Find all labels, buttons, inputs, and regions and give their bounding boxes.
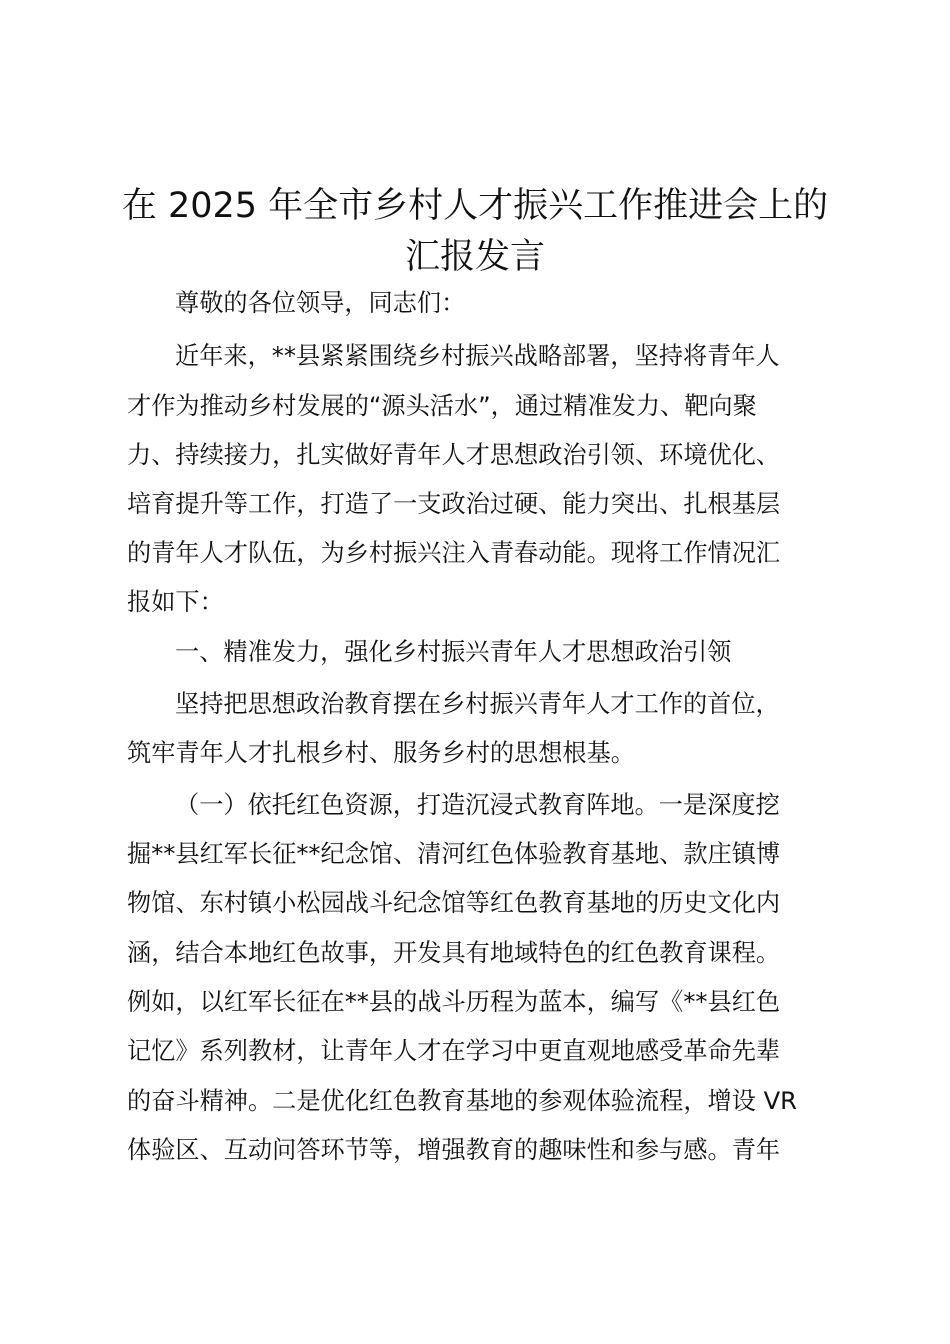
paragraph-line: （一）依托红色资源，打造沉浸式教育阵地。一是深度挖 [175,791,780,819]
paragraph-line: 报如下： [127,588,224,616]
paragraph-line: 的青年人才队伍，为乡村振兴注入青春动能。现将工作情况汇 [127,539,781,567]
paragraph-line: 筑牢青年人才扎根乡村、服务乡村的思想根基。 [127,739,635,767]
paragraph-line: 力、持续接力，扎实做好青年人才思想政治引领、环境优化、 [127,441,781,469]
document-title-line-1: 在 2025 年全市乡村人才振兴工作推进会上的 [121,186,829,226]
paragraph-line: 记忆》系列教材，让青年人才在学习中更直观地感受革命先辈 [127,1037,781,1065]
paragraph-line: 才作为推动乡村发展的“源头活水”，通过精准发力、靶向聚 [127,392,757,420]
section-heading: 一、精准发力，强化乡村振兴青年人才思想政治引领 [175,638,732,666]
paragraph-line: 坚持把思想政治教育摆在乡村振兴青年人才工作的首位， [175,690,780,718]
paragraph-line: 体验区、互动问答环节等，增强教育的趣味性和参与感。青年 [127,1136,781,1164]
paragraph-line: 培育提升等工作，打造了一支政治过硬、能力突出、扎根基层 [127,490,781,518]
document-title-line-2: 汇报发言 [404,237,545,277]
paragraph-line: 物馆、东村镇小松园战斗纪念馆等红色教育基地的历史文化内 [127,889,781,917]
paragraph-line: 掘**县红军长征**纪念馆、清河红色体验教育基地、款庄镇博 [127,840,781,868]
salutation: 尊敬的各位领导，同志们： [175,289,466,317]
paragraph-line: 涵，结合本地红色故事，开发具有地域特色的红色教育课程。 [127,939,781,967]
paragraph-line: 例如，以红军长征在**县的战斗历程为蓝本，编写《**县红色 [127,988,781,1016]
paragraph-line: 近年来，**县紧紧围绕乡村振兴战略部署，坚持将青年人 [175,342,780,370]
paragraph-line: 的奋斗精神。二是优化红色教育基地的参观体验流程，增设 VR [127,1087,797,1115]
